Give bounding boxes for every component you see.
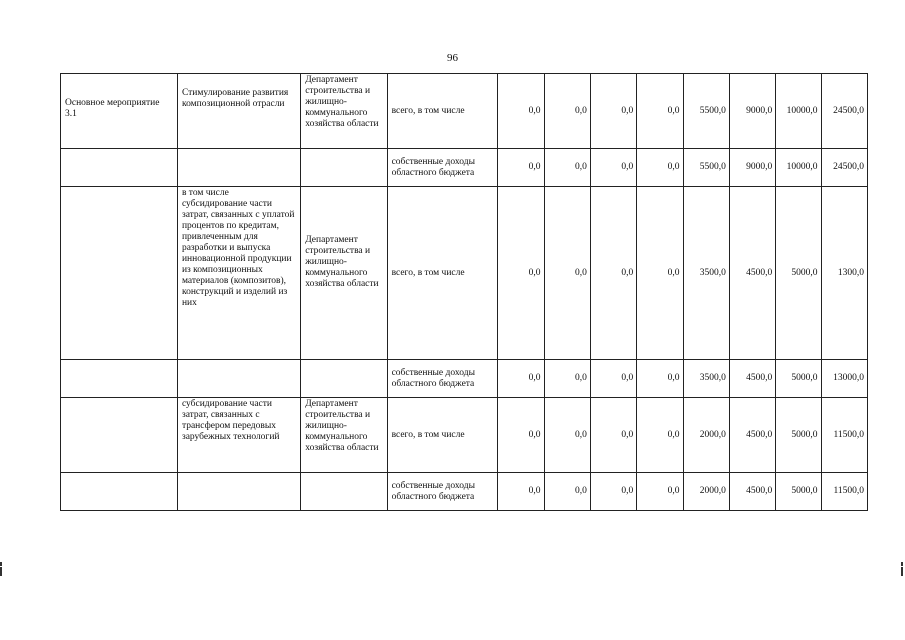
value-cell: 0,0 xyxy=(498,74,544,149)
description-cell xyxy=(177,149,300,187)
value-cell: 4500,0 xyxy=(729,360,775,398)
value-cell: 4500,0 xyxy=(729,398,775,473)
value-cell: 0,0 xyxy=(498,360,544,398)
source-cell: собственные доходы областного бюджета xyxy=(387,473,498,511)
source-cell: собственные доходы областного бюджета xyxy=(387,360,498,398)
value-cell: 11500,0 xyxy=(821,473,867,511)
value-cell: 0,0 xyxy=(498,398,544,473)
value-cell: 10000,0 xyxy=(776,149,821,187)
description-cell: Стимулирование развития композиционной отрасли xyxy=(177,74,300,149)
table-row xyxy=(61,149,868,187)
value-cell: 2000,0 xyxy=(683,473,729,511)
value-cell: 4500,0 xyxy=(729,473,775,511)
scan-edge-mark xyxy=(901,562,904,576)
description-cell: в том числе субсидирование части затрат, связанных с уплатой процентов по кредитам, привлеченным для разработки и выпуска инновационной продукции из композиционных материалов (композитов), конструкций и изделий из них xyxy=(177,187,300,360)
measure-cell xyxy=(61,149,178,187)
value-cell: 5000,0 xyxy=(776,360,821,398)
value-cell: 3500,0 xyxy=(683,360,729,398)
value-cell: 10000,0 xyxy=(776,74,821,149)
value-cell: 4500,0 xyxy=(729,187,775,360)
table-row xyxy=(61,473,868,511)
executor-cell: Департамент строительства и жилищно-коммунального хозяйства области xyxy=(301,187,387,360)
value-cell: 11500,0 xyxy=(821,398,867,473)
value-cell: 2000,0 xyxy=(683,398,729,473)
value-cell: 0,0 xyxy=(498,473,544,511)
value-cell: 5000,0 xyxy=(776,398,821,473)
budget-table xyxy=(60,73,868,511)
source-cell: всего, в том числе xyxy=(387,187,498,360)
value-cell: 0,0 xyxy=(498,149,544,187)
source-cell: всего, в том числе xyxy=(387,74,498,149)
table-row xyxy=(61,360,868,398)
value-cell: 24500,0 xyxy=(821,74,867,149)
value-cell: 0,0 xyxy=(544,187,590,360)
value-cell: 0,0 xyxy=(637,74,683,149)
value-cell: 9000,0 xyxy=(729,149,775,187)
value-cell: 5000,0 xyxy=(776,187,821,360)
description-cell xyxy=(177,473,300,511)
value-cell: 5500,0 xyxy=(683,74,729,149)
value-cell: 5500,0 xyxy=(683,149,729,187)
description-cell xyxy=(177,360,300,398)
value-cell: 0,0 xyxy=(637,360,683,398)
value-cell: 0,0 xyxy=(544,74,590,149)
value-cell: 0,0 xyxy=(544,473,590,511)
value-cell: 9000,0 xyxy=(729,74,775,149)
executor-cell xyxy=(301,360,387,398)
value-cell: 0,0 xyxy=(590,360,636,398)
value-cell: 0,0 xyxy=(544,149,590,187)
value-cell: 0,0 xyxy=(544,360,590,398)
value-cell: 0,0 xyxy=(637,187,683,360)
value-cell: 0,0 xyxy=(590,473,636,511)
table-row xyxy=(61,187,868,360)
scan-edge-mark xyxy=(0,562,3,576)
source-cell: собственные доходы областного бюджета xyxy=(387,149,498,187)
value-cell: 0,0 xyxy=(637,398,683,473)
measure-cell xyxy=(61,473,178,511)
value-cell: 5000,0 xyxy=(776,473,821,511)
value-cell: 0,0 xyxy=(590,74,636,149)
value-cell: 24500,0 xyxy=(821,149,867,187)
measure-cell xyxy=(61,360,178,398)
value-cell: 0,0 xyxy=(637,473,683,511)
value-cell: 0,0 xyxy=(590,187,636,360)
value-cell: 13000,0 xyxy=(821,360,867,398)
executor-cell: Департамент строительства и жилищно-коммунального хозяйства области xyxy=(301,398,387,473)
executor-cell xyxy=(301,473,387,511)
value-cell: 0,0 xyxy=(590,149,636,187)
source-cell: всего, в том числе xyxy=(387,398,498,473)
executor-cell: Департамент строительства и жилищно-коммунального хозяйства области xyxy=(301,74,387,149)
value-cell: 0,0 xyxy=(590,398,636,473)
table-row xyxy=(61,398,868,473)
measure-cell: Основное мероприятие 3.1 xyxy=(61,74,178,149)
executor-cell xyxy=(301,149,387,187)
value-cell: 0,0 xyxy=(498,187,544,360)
value-cell: 0,0 xyxy=(637,149,683,187)
measure-cell xyxy=(61,187,178,360)
description-cell: субсидирование части затрат, связанных с трансфером передовых зарубежных технологий xyxy=(177,398,300,473)
measure-cell xyxy=(61,398,178,473)
value-cell: 1300,0 xyxy=(821,187,867,360)
value-cell: 3500,0 xyxy=(683,187,729,360)
page-number: 96 xyxy=(447,52,458,64)
table-row xyxy=(61,74,868,149)
value-cell: 0,0 xyxy=(544,398,590,473)
